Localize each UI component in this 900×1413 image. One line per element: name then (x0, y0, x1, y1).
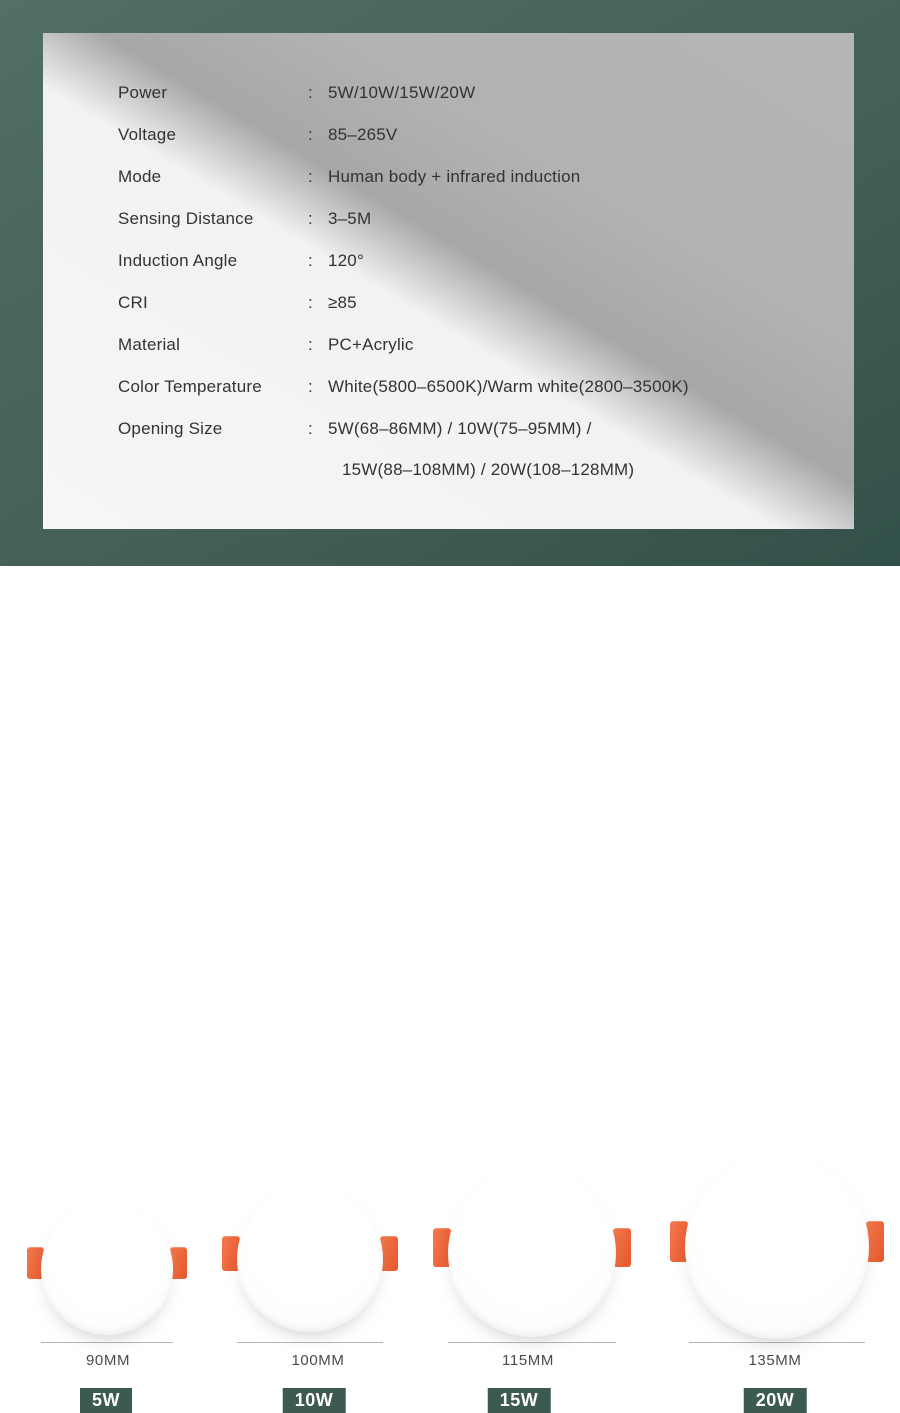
spec-value: Human body + infrared induction (328, 167, 581, 186)
spec-colon: : (308, 83, 313, 102)
watt-badge: 15W (488, 1388, 551, 1413)
spec-value: 5W/10W/15W/20W (328, 83, 476, 102)
spec-colon: : (308, 167, 313, 186)
spec-colon: : (308, 251, 313, 270)
spec-row-induction-angle (43, 240, 854, 282)
spec-row-voltage (43, 114, 854, 156)
spec-value: 3–5M (328, 209, 372, 228)
spec-label: Color Temperature (118, 377, 262, 396)
spec-value: ≥85 (328, 293, 357, 312)
spec-value (328, 408, 634, 490)
watt-badge: 10W (283, 1388, 346, 1413)
spec-label: CRI (118, 293, 148, 312)
diameter-label: 90MM (85, 1352, 131, 1369)
downlight-image (41, 1203, 173, 1335)
spec-label: Induction Angle (118, 251, 238, 270)
spec-colon: : (308, 293, 313, 312)
measure-line (237, 1342, 383, 1343)
spec-row-sensing-distance (43, 198, 854, 240)
spec-label: Voltage (118, 125, 177, 144)
spec-table (43, 72, 854, 492)
spec-row-material (43, 324, 854, 366)
spec-value: White(5800–6500K)/Warm white(2800–3500K) (328, 377, 689, 396)
spec-value: PC+Acrylic (328, 335, 414, 354)
opening-size-line1: 5W(68–86MM) / 10W(75–95MM) / (328, 419, 592, 438)
spec-row-cri (43, 282, 854, 324)
spec-row-mode (43, 156, 854, 198)
spec-row-color-temperature (43, 366, 854, 408)
opening-size-line2: 15W(88–108MM) / 20W(108–128MM) (342, 460, 635, 479)
downlight-image (685, 1155, 869, 1339)
watt-badge: 20W (744, 1388, 807, 1413)
diameter-label: 100MM (291, 1352, 345, 1369)
spec-colon: : (308, 209, 313, 228)
spec-value: 120° (328, 251, 364, 270)
products-section (0, 566, 900, 1410)
spec-colon: : (308, 335, 313, 354)
hero-section (0, 0, 900, 566)
watt-badge: 5W (80, 1388, 132, 1413)
downlight-image (448, 1169, 616, 1337)
spec-value: 85–265V (328, 125, 398, 144)
spec-row-opening-size (43, 408, 854, 492)
spec-colon: : (308, 419, 313, 438)
diameter-label: 135MM (748, 1352, 802, 1369)
spec-label: Mode (118, 167, 162, 186)
measure-line (448, 1342, 616, 1343)
spec-colon: : (308, 377, 313, 396)
spec-label: Material (118, 335, 181, 354)
spec-label: Power (118, 83, 168, 102)
spec-label: Opening Size (118, 419, 223, 438)
spec-row-power (43, 72, 854, 114)
measure-line (41, 1342, 173, 1343)
downlight-image (237, 1186, 383, 1332)
spec-card (43, 33, 854, 529)
diameter-label: 115MM (502, 1352, 554, 1369)
spec-label: Sensing Distance (118, 209, 254, 228)
spec-colon: : (308, 125, 313, 144)
measure-line (689, 1342, 865, 1343)
